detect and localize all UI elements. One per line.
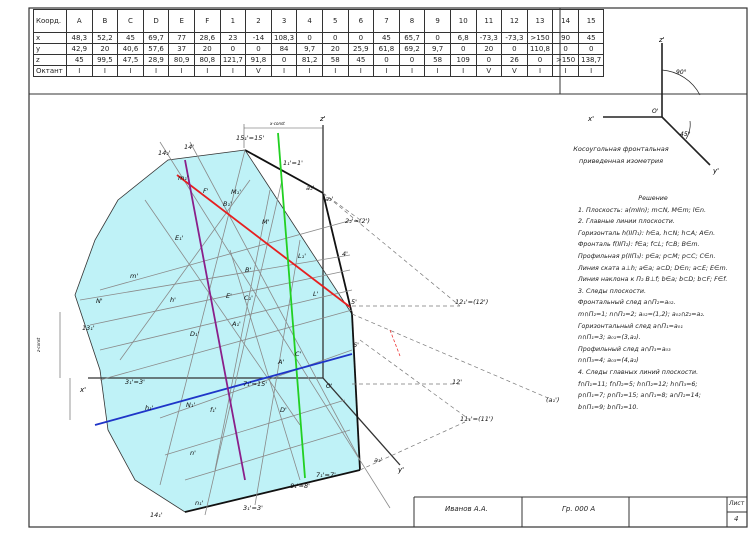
lbl-p14a: 14₂': [158, 149, 171, 157]
solution-line: Горизонтальный след a∩П₁=a₀₁: [578, 322, 683, 330]
table-cell: 0: [476, 55, 502, 66]
solution-line: Фронталь f(IIП₂): f∈a; f⊂L; f⊂B; B∈m.: [578, 241, 700, 249]
lbl-p5: 5': [351, 298, 357, 306]
lbl-p12: 12₁'=(12'): [455, 298, 489, 306]
table-cell: 45: [374, 33, 400, 44]
solution-line: Профильная p(IIП₃): p∈a; p⊂M; p⊂C; C∈n.: [578, 252, 716, 260]
solution-line: p∩П₁=7; p∩П₂=15; a∩П₁=8; a∩П₂=14;: [578, 392, 701, 400]
solution-line: 2. Главные линии плоскости.: [578, 218, 675, 226]
table-cell: 0: [425, 33, 451, 44]
lbl-p6: 6': [353, 341, 359, 349]
iso-caption-line-2: приведенная изометрия: [579, 157, 663, 165]
table-cell: 45: [348, 55, 374, 66]
iso-angle-45: 45°: [680, 131, 691, 138]
column-header: 11: [476, 10, 502, 33]
table-cell: I: [553, 66, 579, 77]
iso-caption-line-1: Косоугольная фронтальная: [573, 145, 669, 153]
lbl-a3: a₃': [374, 456, 383, 464]
lbl-p3b: 3₁'=3': [125, 378, 145, 386]
solution-line: b∩П₁=9; b∩П₂=10.: [578, 403, 639, 411]
table-cell: I: [578, 66, 604, 77]
lbl-a2b: a₂': [325, 195, 334, 203]
lbl-m1: m₁': [178, 174, 189, 182]
table-cell: 28,6: [194, 33, 220, 44]
main-y-label: y': [398, 466, 405, 474]
table-cell: 45: [67, 55, 93, 66]
table-cell: I: [527, 66, 553, 77]
table-cell: 0: [322, 33, 348, 44]
column-header: 14: [553, 10, 579, 33]
lbl-L: L': [313, 290, 319, 298]
iso-x-label: x': [588, 115, 595, 123]
lbl-p7: 7₁'=7': [316, 471, 336, 479]
table-cell: -73,3: [476, 33, 502, 44]
table-cell: 69,2: [399, 44, 425, 55]
table-cell: 84: [271, 44, 297, 55]
solution-line: n∩П₃=4; a₀₃=(4,a₂): [578, 357, 639, 365]
column-header: 15: [578, 10, 604, 33]
solution-line: Фронтальный след a∩П₂=a₀₂.: [578, 299, 676, 307]
column-header: B: [92, 10, 118, 33]
lbl-E: E': [226, 292, 232, 300]
table-cell: -14: [246, 33, 272, 44]
table-cell: 65,7: [399, 33, 425, 44]
table-cell: 61,8: [374, 44, 400, 55]
table-cell: 48,3: [67, 33, 93, 44]
column-header: 1: [220, 10, 246, 33]
table-row: [34, 44, 604, 55]
lbl-D1: D₁': [190, 330, 200, 338]
column-header: 7: [374, 10, 400, 33]
lbl-m: m': [130, 272, 139, 280]
table-cell: I: [143, 66, 169, 77]
table-cell: >150: [553, 55, 579, 66]
lbl-C: C': [295, 350, 302, 358]
table-cell: 58: [425, 55, 451, 66]
table-cell: 0: [220, 44, 246, 55]
table-cell: I: [322, 66, 348, 77]
column-header: 8: [399, 10, 425, 33]
table-cell: 109: [450, 55, 476, 66]
lbl-f1: f₁': [210, 406, 217, 414]
iso-origin-label: O': [652, 108, 659, 115]
table-cell: 25,9: [348, 44, 374, 55]
lbl-E1: E₁': [175, 234, 184, 242]
table-cell: I: [271, 66, 297, 77]
row-label: y: [34, 44, 67, 55]
table-cell: 26: [502, 55, 528, 66]
main-origin-label: O': [326, 383, 333, 390]
table-cell: 121,7: [220, 55, 246, 66]
lbl-p4: 4': [342, 250, 348, 258]
column-header: A: [67, 10, 93, 33]
table-cell: 47,5: [118, 55, 144, 66]
table-cell: I: [399, 66, 425, 77]
lbl-D: D': [280, 406, 287, 414]
iso-angle-90: 90°: [676, 69, 687, 76]
row-label: z: [34, 55, 67, 66]
solution-line: Профильный след a∩П₃=a₀₃: [578, 345, 671, 353]
lbl-p7b: 7₁'=15': [243, 380, 268, 388]
table-cell: 77: [169, 33, 195, 44]
lbl-p3: 3₁'=3': [243, 504, 263, 512]
table-cell: 20: [92, 44, 118, 55]
solution-text: [578, 193, 728, 413]
sheet-label: Лист: [729, 500, 745, 507]
table-cell: 58: [322, 55, 348, 66]
table-cell: I: [425, 66, 451, 77]
table-cell: 0: [297, 33, 323, 44]
table-cell: 80,9: [169, 55, 195, 66]
column-header: 3: [271, 10, 297, 33]
table-cell: 45: [118, 33, 144, 44]
lbl-h: h': [170, 296, 176, 304]
table-cell: 0: [348, 33, 374, 44]
lbl-M: M': [262, 218, 270, 226]
column-header: 2: [246, 10, 272, 33]
table-cell: 138,7: [578, 55, 604, 66]
lbl-p1: 1₁'=1': [283, 159, 303, 167]
table-header-label: Коорд.: [34, 10, 67, 33]
table-cell: 9,7: [425, 44, 451, 55]
table-cell: 69,7: [143, 33, 169, 44]
table-header-row: [34, 10, 604, 33]
table-cell: 42,9: [67, 44, 93, 55]
group-name: Гр. 000 А: [562, 505, 596, 513]
sheet-number: 4: [734, 515, 739, 523]
table-cell: 0: [578, 44, 604, 55]
solution-line: f∩П₁=11; f∩П₂=5; h∩П₂=12; h∩П₃=6;: [578, 380, 698, 388]
column-header: 9: [425, 10, 451, 33]
lbl-p15: 15₁'=15': [236, 134, 265, 142]
lbl-a2: a₂': [306, 184, 315, 192]
table-cell: 110,8: [527, 44, 553, 55]
dim-left: z-const: [36, 337, 41, 352]
solution-line: 3. Следы плоскости.: [578, 287, 646, 295]
lbl-A: A': [278, 358, 285, 366]
row-label: Октант: [34, 66, 67, 77]
lbl-B1: B₁': [223, 200, 232, 208]
table-cell: 52,2: [92, 33, 118, 44]
dim-top: x-const: [270, 121, 285, 126]
table-cell: I: [194, 66, 220, 77]
lbl-p12b: 12': [452, 378, 463, 386]
table-cell: 0: [553, 44, 579, 55]
table-cell: -73,3: [502, 33, 528, 44]
lbl-p2: 2₂'=(2'): [345, 217, 370, 225]
table-cell: 57,6: [143, 44, 169, 55]
table-cell: V: [476, 66, 502, 77]
lbl-p13: 13₁': [82, 324, 95, 332]
lbl-n1: n₁': [195, 499, 204, 507]
solution-line: Горизонталь h(IIП₁): h∈a, h⊂N; h⊂A; A∈n.: [578, 229, 716, 237]
table-cell: 23: [220, 33, 246, 44]
column-header: C: [118, 10, 144, 33]
lbl-A1: A₁': [232, 320, 241, 328]
table-cell: 28,9: [143, 55, 169, 66]
column-header: 12: [502, 10, 528, 33]
solution-line: 4. Следы главных линий плоскости.: [578, 368, 699, 376]
table-cell: I: [450, 66, 476, 77]
table-cell: 0: [502, 44, 528, 55]
table-cell: 108,3: [271, 33, 297, 44]
table-row: [34, 66, 604, 77]
solution-line: n∩П₁=3; a₀₁=(3,a₂).: [578, 334, 641, 342]
lbl-n: n': [190, 449, 196, 457]
iso-y-label: y': [713, 167, 720, 175]
table-cell: 0: [246, 44, 272, 55]
column-header: 5: [322, 10, 348, 33]
column-header: 6: [348, 10, 374, 33]
table-cell: I: [297, 66, 323, 77]
table-cell: V: [502, 66, 528, 77]
author-name: Иванов А.А.: [445, 505, 488, 513]
table-cell: 20: [194, 44, 220, 55]
table-cell: I: [92, 66, 118, 77]
row-label: x: [34, 33, 67, 44]
table-cell: 0: [399, 55, 425, 66]
table-cell: 0: [374, 55, 400, 66]
column-header: F: [194, 10, 220, 33]
table-cell: 90: [553, 33, 579, 44]
table-cell: I: [118, 66, 144, 77]
lbl-F: F': [203, 187, 209, 195]
table-cell: I: [67, 66, 93, 77]
table-cell: 81,2: [297, 55, 323, 66]
column-header: E: [169, 10, 195, 33]
coordinate-table: [33, 9, 604, 77]
column-header: 4: [297, 10, 323, 33]
column-header: 10: [450, 10, 476, 33]
table-cell: 40,6: [118, 44, 144, 55]
table-cell: 99,5: [92, 55, 118, 66]
table-cell: 0: [271, 55, 297, 66]
table-cell: 91,8: [246, 55, 272, 66]
lbl-aT: (a₁'): [546, 396, 560, 404]
solution-line: Линия наклона к П₂ B⊥f; b∈a; b⊂D; b⊂F; F∈f.: [578, 276, 728, 284]
lbl-p8: 8₁'=8': [290, 482, 310, 490]
lbl-B: B': [245, 266, 252, 274]
solution-title: Решение: [638, 195, 668, 202]
main-z-label: z': [320, 115, 326, 123]
solution-line: m∩П₂=1; n∩П₂=2; a₀₂=(1,2); a₀₂∩z₂=a₂.: [578, 310, 705, 318]
main-x-label: x': [80, 386, 87, 394]
lbl-p14c: 14₁': [150, 511, 163, 519]
lbl-L1: L₁': [298, 252, 307, 260]
lbl-C1: C₁': [244, 294, 253, 302]
solution-line: 1. Плоскость: a(mIIn); m⊂N, M∈m; l∈n.: [578, 206, 706, 214]
table-cell: 0: [450, 44, 476, 55]
table-cell: V: [246, 66, 272, 77]
lbl-p11: 11₁'=(11'): [460, 415, 494, 423]
table-cell: 37: [169, 44, 195, 55]
lbl-h1: h₁': [145, 404, 154, 412]
table-cell: I: [374, 66, 400, 77]
table-cell: 20: [476, 44, 502, 55]
table-cell: 6,8: [450, 33, 476, 44]
table-cell: >150: [527, 33, 553, 44]
column-header: 13: [527, 10, 553, 33]
table-cell: 80,8: [194, 55, 220, 66]
table-cell: 9,7: [297, 44, 323, 55]
lbl-N: N': [96, 297, 103, 305]
column-header: D: [143, 10, 169, 33]
iso-caption: [571, 143, 671, 167]
table-cell: 45: [578, 33, 604, 44]
solution-line: Линия ската a⊥h; a∈a; a⊂D; D∈n; a⊂E; E∈m.: [578, 264, 728, 272]
table-row: [34, 55, 604, 66]
table-cell: 0: [527, 55, 553, 66]
iso-z-label: z': [659, 36, 665, 44]
lbl-M1: M₁': [231, 188, 242, 196]
lbl-p14b: 14': [184, 143, 195, 151]
table-row: [34, 33, 604, 44]
table-cell: 20: [322, 44, 348, 55]
table-cell: I: [169, 66, 195, 77]
lbl-N1: N₁': [186, 401, 196, 409]
table-cell: I: [348, 66, 374, 77]
table-cell: I: [220, 66, 246, 77]
